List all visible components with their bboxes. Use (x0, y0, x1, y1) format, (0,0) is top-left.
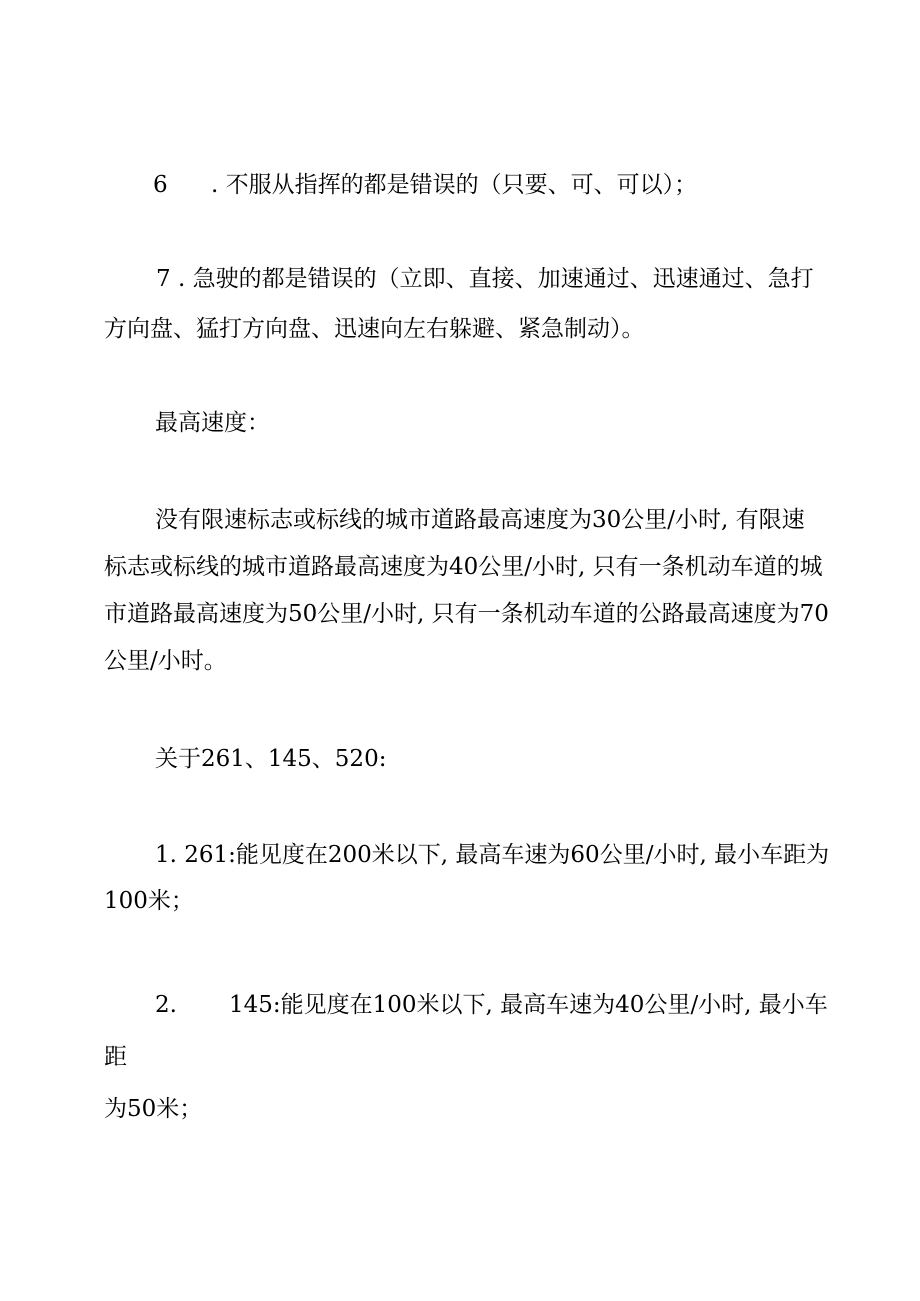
code-1-line-1: 1. 261:能见度在200米以下, 最高车速为60公里/小时, 最小车距为 (155, 842, 830, 868)
item-6-text: . 不服从指挥的都是错误的（只要、可、可以）； (211, 172, 698, 198)
code-2-line-3: 为50米； (104, 1096, 203, 1122)
speed-paragraph-line-4: 公里/小时。 (104, 648, 227, 674)
speed-paragraph-line-2: 标志或标线的城市道路最高速度为40公里/小时, 只有一条机动车道的城 (104, 554, 823, 580)
item-7-line-1: 7 . 急驶的都是错误的（立即、直接、加速通过、迅速通过、急打 (156, 266, 814, 292)
item-6-number: 6 (153, 172, 168, 198)
item-7-line-2: 方向盘、猛打方向盘、迅速向左右躲避、紧急制动）。 (104, 316, 645, 342)
code-2-line-1 (155, 990, 828, 1020)
speed-heading: 最高速度： (155, 410, 270, 436)
code-2-text: 145:能见度在100米以下, 最高车速为40公里/小时, 最小车 (229, 992, 828, 1018)
speed-paragraph-line-1: 没有限速标志或标线的城市道路最高速度为30公里/小时, 有限速 (155, 507, 805, 533)
speed-paragraph-line-3: 市道路最高速度为50公里/小时, 只有一条机动车道的公路最高速度为70 (104, 601, 829, 627)
item-6 (153, 170, 697, 200)
code-1-line-2: 100米； (104, 888, 194, 914)
code-2-number: 2. (155, 992, 177, 1018)
codes-heading: 关于261、145、520: (155, 746, 387, 772)
code-2-line-2: 距 (104, 1044, 127, 1070)
